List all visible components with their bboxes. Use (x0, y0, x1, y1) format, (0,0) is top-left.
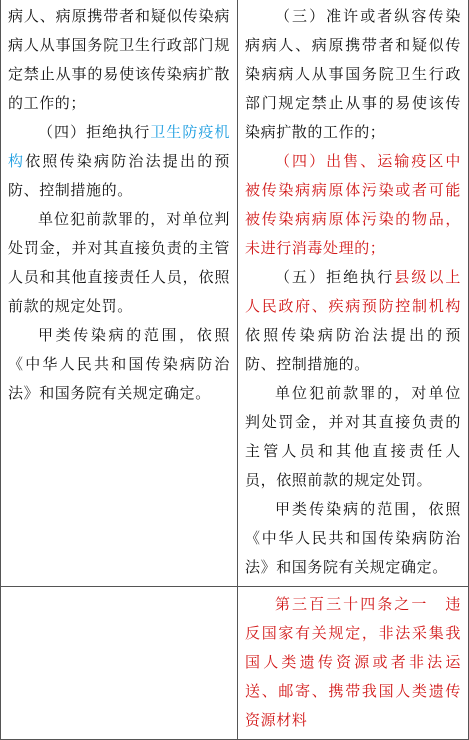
old-item4-suffix: 依照传染病防治法提出的预防、控制措施的。 (8, 152, 230, 199)
old-item4-highlight: 卫生防疫机构 (8, 123, 230, 170)
new-item4: （四）出售、运输疫区中被传染病病原体污染或者可能被传染病病原体污染的物品，未进行消毒处理的； (245, 152, 461, 257)
new-item5-suffix: 依照传染病防治法提出的预防、控制措施的。 (245, 326, 461, 373)
new-law-cell (238, 0, 469, 587)
old-item4 (8, 118, 230, 205)
new-item3: （三）准许或者纵容传染病病人、病原携带者和疑似传染病病人从事国务院卫生行政部门规定禁止从事的易使该传染病扩散的工作的； (245, 7, 461, 141)
old-item3-continued: 病人、病原携带者和疑似传染病病人从事国务院卫生行政部门规定禁止从事的易使该传染病扩散的工作的； (8, 7, 230, 112)
old-unit-penalty: 单位犯前款罪的，对单位判处罚金，并对其直接负责的主管人员和其他直接责任人员，依照前款的规定处罚。 (8, 210, 230, 315)
new-item5 (245, 263, 461, 379)
old-class-a-scope: 甲类传染病的范围，依照《中华人民共和国传染病防治法》和国务院有关规定确定。 (8, 326, 230, 402)
old-law-empty-cell (1, 587, 238, 740)
new-unit-penalty: 单位犯前款罪的，对单位判处罚金，并对其直接负责的主管人员和其他直接责任人员，依照前款的规定处罚。 (245, 384, 461, 489)
new-law-cell (238, 587, 469, 740)
old-item4-prefix: （四）拒绝执行 (38, 123, 151, 141)
old-law-cell (1, 0, 238, 587)
table-row (1, 587, 469, 740)
new-article-334-1: 第三百三十四条之一 违反国家有关规定，非法采集我国人类遗传资源或者非法运送、邮寄、携带我国人类遗传资源材料 (245, 595, 461, 729)
new-item5-prefix: （五）拒绝执行 (275, 268, 395, 286)
new-item5-highlight: 县级以上人民政府、疾病预防控制机构 (245, 268, 461, 315)
new-class-a-scope: 甲类传染病的范围，依照《中华人民共和国传染病防治法》和国务院有关规定确定。 (245, 500, 461, 576)
table-row (1, 0, 469, 587)
